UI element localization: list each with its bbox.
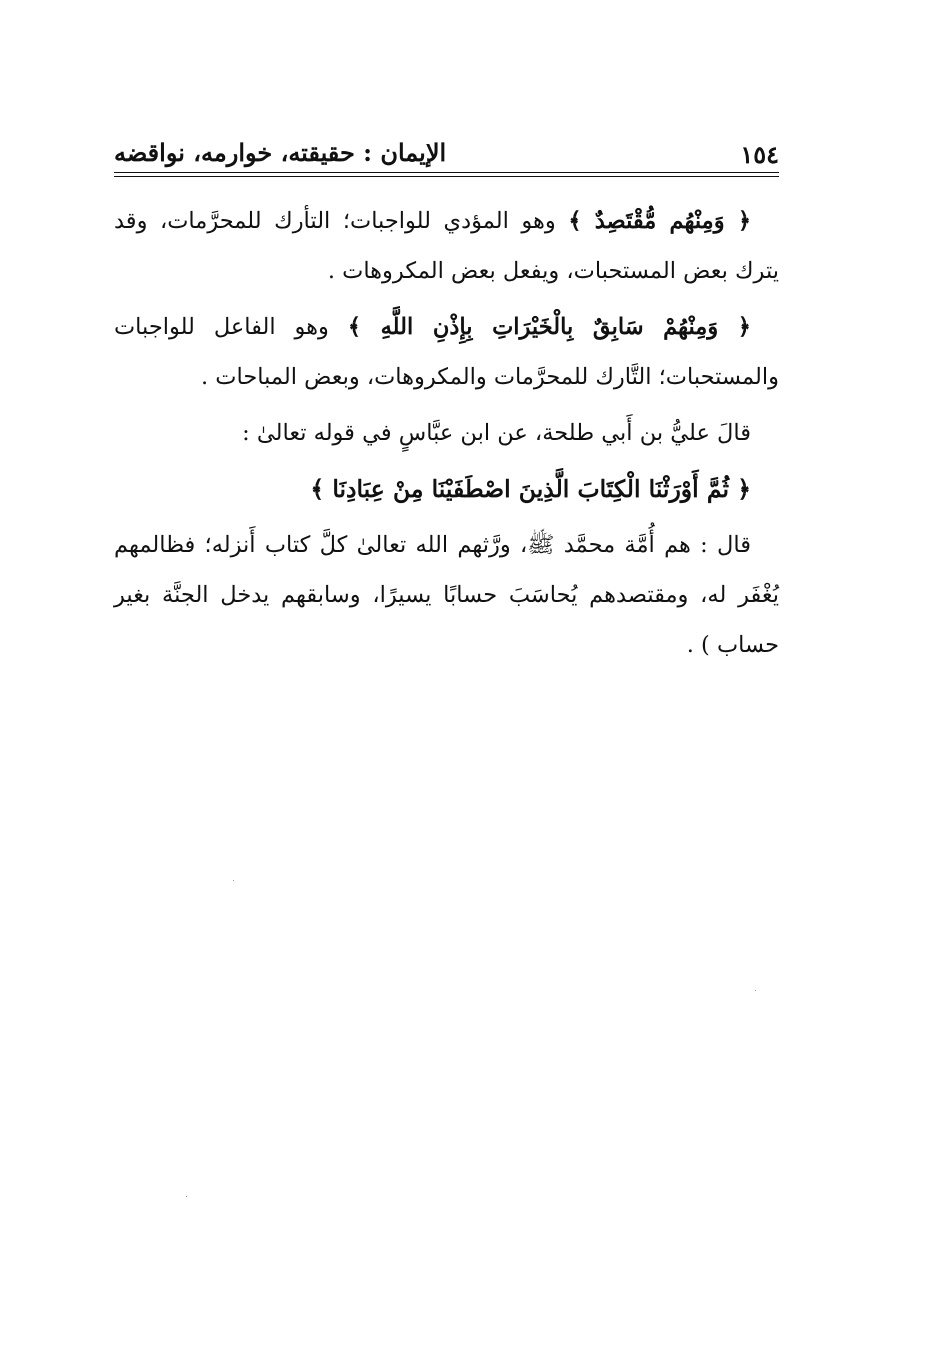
book-title: الإيمان : حقيقته، خوارمه، نواقضه	[114, 138, 447, 167]
body-text	[114, 196, 779, 676]
paragraph-5	[114, 520, 779, 670]
paragraph-text: وهو الفاعل للواجبات والمستحبات؛ التَّارك للمحرَّمات والمكروهات، وبعض المباحات .	[114, 314, 779, 390]
quran-verse: ﴿ وَمِنْهُمْ سَابِقٌ بِالْخَيْرَاتِ بِإِذْنِ اللَّهِ ﴾	[347, 314, 751, 340]
header-rule	[114, 172, 779, 173]
quran-verse: ﴿ ثُمَّ أَوْرَثْنَا الْكِتَابَ الَّذِينَ اصْطَفَيْنَا مِنْ عِبَادِنَا ﴾	[310, 475, 751, 503]
quran-verse: ﴿ وَمِنْهُم مُّقْتَصِدٌ ﴾	[568, 208, 752, 234]
paragraph-text: قال : هم أُمَّة محمَّد ﷺ، ورَّثهم الله تعالىٰ كلَّ كتاب أَنزله؛ فظالمهم يُغْفَر له، ومقتصدهم يُحاسَبَ حسابًا يسيرًا، وسابقهم يدخل الجنَّة بغير حساب ) .	[114, 532, 779, 658]
page-number: ١٥٤	[740, 140, 779, 169]
paragraph-3	[114, 408, 779, 458]
running-head	[114, 136, 779, 172]
paragraph-2	[114, 302, 779, 402]
scan-speck	[233, 880, 234, 881]
paragraph-1	[114, 196, 779, 296]
header-rule-thin	[114, 176, 779, 177]
paragraph-text: قالَ عليُّ بن أَبي طلحة، عن ابن عبَّاسٍ في قوله تعالىٰ :	[242, 420, 751, 446]
scan-speck	[755, 990, 756, 991]
paragraph-4	[114, 464, 779, 514]
scan-speck	[186, 1196, 187, 1197]
paragraph-text: وهو المؤدي للواجبات؛ التأرك للمحرَّمات، وقد يترك بعض المستحبات، ويفعل بعض المكروهات .	[114, 208, 779, 284]
